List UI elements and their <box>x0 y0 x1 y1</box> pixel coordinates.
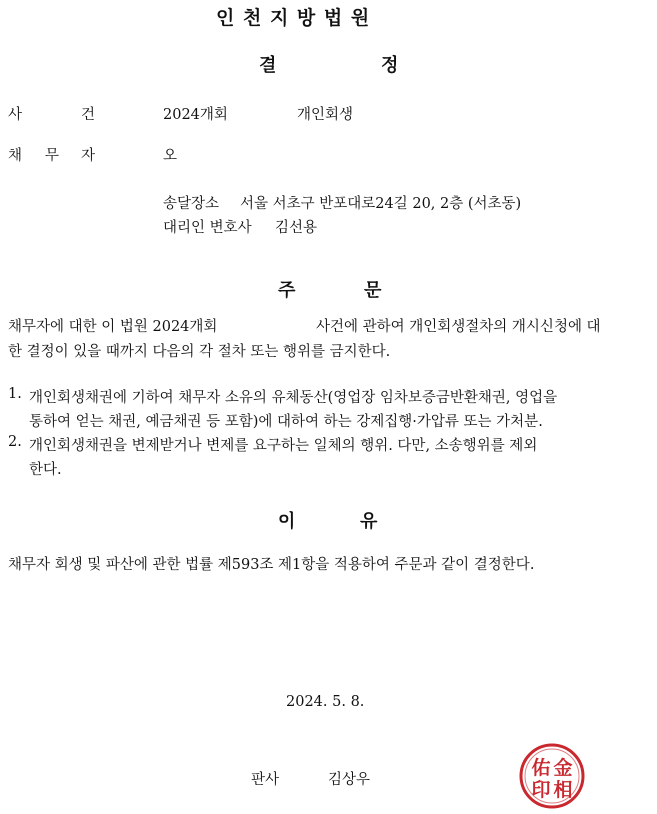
judge-name: 김상우 <box>328 772 371 788</box>
case-number: 2024개회 <box>163 107 228 123</box>
seal-char-3: 佑 <box>531 757 551 779</box>
decision-heading-char-1: 결 <box>259 55 277 76</box>
agent-label: 대리인 변호사 <box>163 220 252 236</box>
debtor-label-char-3: 자 <box>81 148 96 164</box>
order-item-2-line-1: 개인회생채권을 변제받거나 변제를 요구하는 일체의 행위. 다만, 소송행위를 제외 <box>29 438 538 454</box>
seal-ring <box>521 745 583 807</box>
case-label-char-1: 사 <box>8 107 23 123</box>
judge-seal <box>518 742 586 810</box>
agent-name: 김선용 <box>275 220 318 236</box>
service-address-value: 서울 서초구 반포대로24길 20, 2층 (서초동) <box>240 196 522 212</box>
order-item-1-line-1: 개인회생채권에 기하여 채무자 소유의 유체동산(영업장 임차보증금반환채권, 영업을 <box>29 390 558 406</box>
reason-text: 채무자 회생 및 파산에 관한 법률 제593조 제1항을 적용하여 주문과 같이 결정한다. <box>8 557 535 573</box>
order-item-2-line-2: 한다. <box>29 462 62 478</box>
reason-heading-char-2: 유 <box>360 511 378 532</box>
reason-heading-char-1: 이 <box>278 511 296 532</box>
decision-heading-char-2: 정 <box>381 55 399 76</box>
decision-date: 2024. 5. 8. <box>286 694 365 710</box>
debtor-label-char-2: 무 <box>45 148 60 164</box>
order-heading-char-2: 문 <box>364 280 382 301</box>
order-intro-part-2: 사건에 관하여 개인회생절차의 개시신청에 대 <box>316 319 601 335</box>
order-intro-line-2: 한 결정이 있을 때까지 다음의 각 절차 또는 행위를 금지한다. <box>8 344 391 360</box>
order-item-1-number: 1. <box>8 386 22 402</box>
debtor-label-char-1: 채 <box>8 148 23 164</box>
case-label-char-2: 건 <box>81 107 96 123</box>
order-item-2-number: 2. <box>8 434 22 450</box>
seal-char-4: 印 <box>531 779 551 801</box>
order-intro-part-1: 채무자에 대한 이 법원 2024개회 <box>8 319 218 335</box>
order-heading-char-1: 주 <box>278 280 296 301</box>
order-item-1-line-2: 통하여 얻는 채권, 예금채권 등 포함)에 대하여 하는 강제집행·가압류 또는 가처분. <box>29 414 543 430</box>
seal-char-2: 相 <box>553 779 573 801</box>
case-type: 개인회생 <box>297 107 354 123</box>
debtor-name: 오 <box>163 148 178 164</box>
seal-char-1: 金 <box>553 757 573 779</box>
court-name: 인 천 지 방 법 원 <box>216 7 371 29</box>
seal-text <box>531 756 572 801</box>
judge-label: 판사 <box>251 772 280 788</box>
service-address-label: 송달장소 <box>163 196 220 212</box>
